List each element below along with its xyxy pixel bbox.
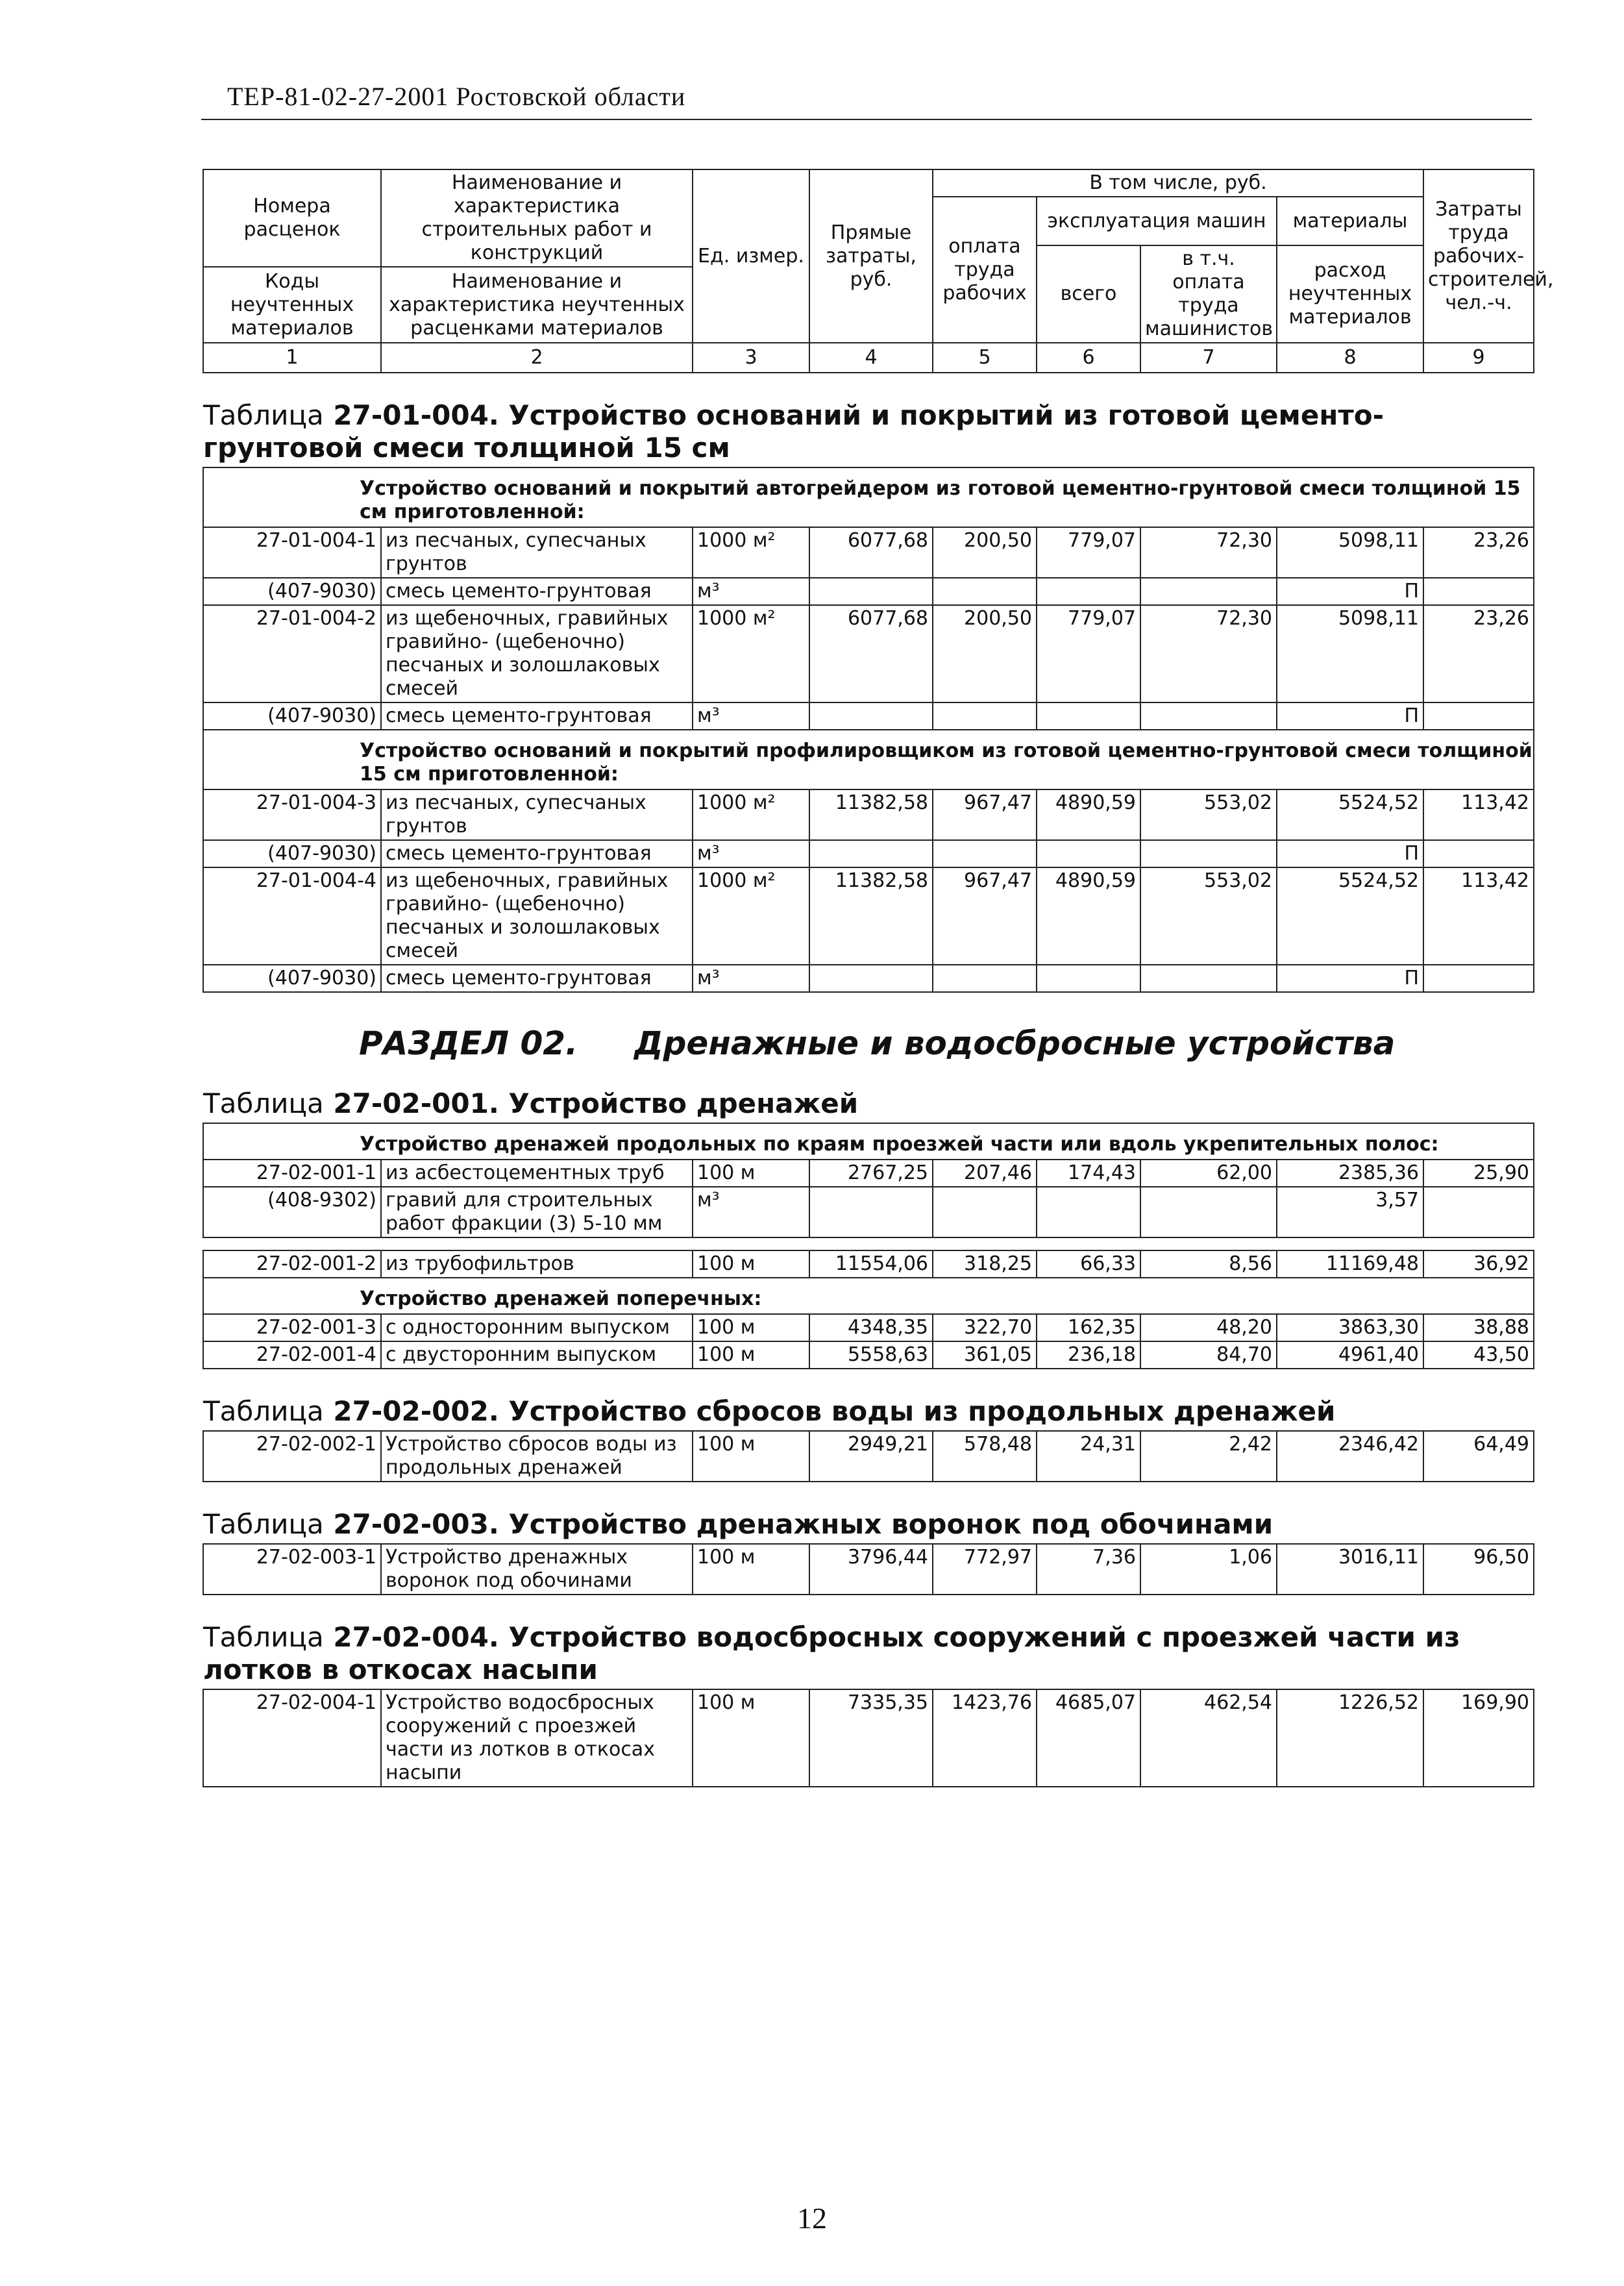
machinist-cost: 48,20 (1140, 1314, 1277, 1341)
labor-hours: 23,26 (1423, 527, 1534, 578)
machine-cost: 4890,59 (1037, 789, 1140, 840)
direct-cost: 11382,58 (809, 867, 933, 965)
direct-cost: 4348,35 (809, 1314, 933, 1341)
table-row (203, 1341, 1534, 1369)
col1-bottom-header: Коды неучтенных материалов (203, 267, 381, 343)
machinist-cost: 72,30 (1140, 605, 1277, 702)
work-name: из песчаных, супесчаных грунтов (381, 789, 693, 840)
work-name: Устройство водосбросных сооружений с проезжей части из лотков в откосах насыпи (381, 1689, 693, 1787)
material-consumption: 3,57 (1277, 1187, 1423, 1237)
table-row (203, 867, 1534, 965)
machinist-cost: 2,42 (1140, 1431, 1277, 1482)
material-cost: 3016,11 (1277, 1544, 1423, 1595)
labor-hours: 96,50 (1423, 1544, 1534, 1595)
direct-cost: 7335,35 (809, 1689, 933, 1787)
subheading-row (203, 1278, 1534, 1314)
table-row (203, 789, 1534, 840)
work-name: из трубофильтров (381, 1250, 693, 1278)
work-name: из песчаных, супесчаных грунтов (381, 527, 693, 578)
table-title: 27-02-003. Устройство дренажных воронок под обочинами (333, 1508, 1273, 1540)
subheading: Устройство дренажей поперечных: (203, 1278, 1534, 1314)
machine-cost: 779,07 (1037, 605, 1140, 702)
col6-header: всего (1037, 245, 1140, 343)
machinist-cost: 72,30 (1140, 527, 1277, 578)
col7-header: в т.ч. оплата труда машинистов (1140, 245, 1277, 343)
unit: 100 м (693, 1250, 809, 1278)
table-heading-row (203, 1087, 1534, 1123)
col5-header: оплата труда рабочих (933, 197, 1037, 343)
spacer-row (203, 1237, 1534, 1250)
labor-hours: 36,92 (1423, 1250, 1534, 1278)
section-title: Дренажные и водосбросные устройства (634, 1025, 1396, 1062)
labor-cost: 200,50 (933, 527, 1037, 578)
col2-top-header: Наименование и характеристика строительных работ и конструкций (381, 169, 693, 267)
table-row (203, 1160, 1534, 1187)
labor-hours: 169,90 (1423, 1689, 1534, 1787)
work-name: Устройство сбросов воды из продольных дренажей (381, 1431, 693, 1482)
material-row (203, 965, 1534, 992)
document-header-title: ТЕР-81-02-27-2001 Ростовской области (227, 82, 686, 111)
material-cost: 2385,36 (1277, 1160, 1423, 1187)
col8-header: расход неучтенных материалов (1277, 245, 1423, 343)
machinist-cost: 553,02 (1140, 789, 1277, 840)
subheading-row (203, 730, 1534, 789)
rate-code: 27-02-001-2 (203, 1250, 381, 1278)
rate-code: 27-02-001-1 (203, 1160, 381, 1187)
material-cost: 5524,52 (1277, 867, 1423, 965)
labor-cost: 207,46 (933, 1160, 1037, 1187)
rate-code: 27-02-001-3 (203, 1314, 381, 1341)
labor-hours: 64,49 (1423, 1431, 1534, 1482)
unit: 100 м (693, 1689, 809, 1787)
colnum-9: 9 (1423, 343, 1534, 373)
colnum-7: 7 (1140, 343, 1277, 373)
table-title: 27-02-001. Устройство дренажей (333, 1087, 859, 1119)
unit: 1000 м² (693, 789, 809, 840)
material-cost: 5524,52 (1277, 789, 1423, 840)
unit: 100 м (693, 1160, 809, 1187)
group-header: В том числе, руб. (933, 169, 1423, 197)
machinist-cost: 8,56 (1140, 1250, 1277, 1278)
direct-cost: 2767,25 (809, 1160, 933, 1187)
header-row-1 (203, 169, 1534, 197)
unit: 1000 м² (693, 867, 809, 965)
direct-cost: 5558,63 (809, 1341, 933, 1369)
machine-cost: 174,43 (1037, 1160, 1140, 1187)
direct-cost: 2949,21 (809, 1431, 933, 1482)
price-table (203, 169, 1554, 1787)
machine-cost: 162,35 (1037, 1314, 1140, 1341)
direct-cost: 11382,58 (809, 789, 933, 840)
machinist-cost: 553,02 (1140, 867, 1277, 965)
labor-hours: 25,90 (1423, 1160, 1534, 1187)
table-title: 27-01-004. Устройство оснований и покрытий из готовой цементо-грунтовой смеси толщиной 15 см (203, 399, 1384, 464)
table-row (203, 1431, 1534, 1482)
rate-code: 27-01-004-4 (203, 867, 381, 965)
colnum-3: 3 (693, 343, 809, 373)
machine-cost: 66,33 (1037, 1250, 1140, 1278)
rate-code: 27-02-001-4 (203, 1341, 381, 1369)
colnum-5: 5 (933, 343, 1037, 373)
rate-code: 27-01-004-1 (203, 527, 381, 578)
labor-hours: 113,42 (1423, 867, 1534, 965)
material-cost: 11169,48 (1277, 1250, 1423, 1278)
material-row (203, 578, 1534, 605)
direct-cost: 3796,44 (809, 1544, 933, 1595)
colnum-1: 1 (203, 343, 381, 373)
material-code: (407-9030) (203, 578, 381, 605)
work-name: из щебеночных, гравийных гравийно- (щебеночно) песчаных и золошлаковых смесей (381, 605, 693, 702)
table-row (203, 1544, 1534, 1595)
material-consumption: П (1277, 702, 1423, 730)
table-row (203, 605, 1534, 702)
labor-cost: 1423,76 (933, 1689, 1037, 1787)
labor-cost: 772,97 (933, 1544, 1037, 1595)
material-cost: 2346,42 (1277, 1431, 1423, 1482)
machine-cost: 4890,59 (1037, 867, 1140, 965)
materials-group-header: материалы (1277, 197, 1423, 245)
labor-hours: 23,26 (1423, 605, 1534, 702)
labor-cost: 967,47 (933, 867, 1037, 965)
work-name: с односторонним выпуском (381, 1314, 693, 1341)
work-name: из асбестоцементных труб (381, 1160, 693, 1187)
subheading-row (203, 467, 1534, 527)
unit: 1000 м² (693, 527, 809, 578)
table-row (203, 527, 1534, 578)
rate-code: 27-02-004-1 (203, 1689, 381, 1787)
machinist-cost: 84,70 (1140, 1341, 1277, 1369)
rate-code: 27-01-004-3 (203, 789, 381, 840)
material-row (203, 1187, 1534, 1237)
table-row (203, 1250, 1534, 1278)
section-heading-row (203, 992, 1534, 1087)
material-code: (407-9030) (203, 965, 381, 992)
labor-hours: 113,42 (1423, 789, 1534, 840)
machine-cost: 236,18 (1037, 1341, 1140, 1369)
table-row (203, 1689, 1534, 1787)
material-unit: м³ (693, 702, 809, 730)
direct-cost: 6077,68 (809, 527, 933, 578)
material-consumption: П (1277, 965, 1423, 992)
colnum-8: 8 (1277, 343, 1423, 373)
labor-cost: 361,05 (933, 1341, 1037, 1369)
material-unit: м³ (693, 1187, 809, 1237)
labor-hours: 43,50 (1423, 1341, 1534, 1369)
labor-cost: 322,70 (933, 1314, 1037, 1341)
table-label: Таблица (203, 1621, 324, 1653)
colnum-6: 6 (1037, 343, 1140, 373)
col4-header: Прямые затраты, руб. (809, 169, 933, 343)
material-row (203, 840, 1534, 867)
unit: 100 м (693, 1544, 809, 1595)
col1-top-header: Номера расценок (203, 169, 381, 267)
colnum-2: 2 (381, 343, 693, 373)
direct-cost: 11554,06 (809, 1250, 933, 1278)
price-table-container (203, 169, 1554, 1787)
work-name: из щебеночных, гравийных гравийно- (щебеночно) песчаных и золошлаковых смесей (381, 867, 693, 965)
rate-code: 27-01-004-2 (203, 605, 381, 702)
page-number: 12 (797, 2202, 827, 2235)
subheading: Устройство оснований и покрытий профилировщиком из готовой цементно-грунтовой смеси толщиной 15 см приготовленной: (203, 730, 1534, 789)
table-title: 27-02-004. Устройство водосбросных сооружений с проезжей части из лотков в откосах насыпи (203, 1621, 1460, 1685)
labor-cost: 578,48 (933, 1431, 1037, 1482)
material-code: (407-9030) (203, 840, 381, 867)
table-heading-row (203, 1595, 1534, 1689)
machinist-cost: 1,06 (1140, 1544, 1277, 1595)
table-label: Таблица (203, 399, 324, 431)
header-divider (201, 119, 1532, 120)
material-unit: м³ (693, 578, 809, 605)
section-number: РАЗДЕЛ 02. (359, 1025, 578, 1062)
table-title: 27-02-002. Устройство сбросов воды из продольных дренажей (333, 1395, 1336, 1427)
col9-header: Затраты труда рабочих-строителей, чел.-ч. (1423, 169, 1534, 343)
material-cost: 5098,11 (1277, 527, 1423, 578)
labor-cost: 200,50 (933, 605, 1037, 702)
unit: 100 м (693, 1314, 809, 1341)
material-consumption: П (1277, 840, 1423, 867)
material-cost: 1226,52 (1277, 1689, 1423, 1787)
subheading: Устройство дренажей продольных по краям проезжей части или вдоль укрепительных полос: (203, 1123, 1534, 1160)
subheading-row (203, 1123, 1534, 1160)
table-heading-row (203, 373, 1534, 467)
machinist-cost: 62,00 (1140, 1160, 1277, 1187)
machine-cost: 779,07 (1037, 527, 1140, 578)
table-row (203, 1314, 1534, 1341)
work-name: Устройство дренажных воронок под обочинами (381, 1544, 693, 1595)
material-unit: м³ (693, 840, 809, 867)
table-label: Таблица (203, 1508, 324, 1540)
rate-code: 27-02-003-1 (203, 1544, 381, 1595)
machinist-cost: 462,54 (1140, 1689, 1277, 1787)
unit: 1000 м² (693, 605, 809, 702)
material-consumption: П (1277, 578, 1423, 605)
material-code: (407-9030) (203, 702, 381, 730)
col2-bottom-header: Наименование и характеристика неучтенных расценками материалов (381, 267, 693, 343)
table-label: Таблица (203, 1087, 324, 1119)
unit: 100 м (693, 1431, 809, 1482)
machine-cost: 4685,07 (1037, 1689, 1140, 1787)
material-name: смесь цементо-грунтовая (381, 840, 693, 867)
material-cost: 3863,30 (1277, 1314, 1423, 1341)
rate-code: 27-02-002-1 (203, 1431, 381, 1482)
colnum-4: 4 (809, 343, 933, 373)
material-name: смесь цементо-грунтовая (381, 702, 693, 730)
direct-cost: 6077,68 (809, 605, 933, 702)
table-heading-row (203, 1369, 1534, 1431)
material-name: смесь цементо-грунтовая (381, 965, 693, 992)
machine-cost: 7,36 (1037, 1544, 1140, 1595)
material-row (203, 702, 1534, 730)
subheading: Устройство оснований и покрытий автогрейдером из готовой цементно-грунтовой смеси толщиной 15 см приготовленной: (203, 467, 1534, 527)
labor-hours: 38,88 (1423, 1314, 1534, 1341)
work-name: с двусторонним выпуском (381, 1341, 693, 1369)
material-unit: м³ (693, 965, 809, 992)
table-heading-row (203, 1482, 1534, 1544)
labor-cost: 318,25 (933, 1250, 1037, 1278)
material-code: (408-9302) (203, 1187, 381, 1237)
material-cost: 4961,40 (1277, 1341, 1423, 1369)
table-label: Таблица (203, 1395, 324, 1427)
column-number-row (203, 343, 1534, 373)
labor-cost: 967,47 (933, 789, 1037, 840)
machine-cost: 24,31 (1037, 1431, 1140, 1482)
unit: 100 м (693, 1341, 809, 1369)
col3-header: Ед. измер. (693, 169, 809, 343)
material-name: гравий для строительных работ фракции (3) 5-10 мм (381, 1187, 693, 1237)
machine-group-header: эксплуатация машин (1037, 197, 1277, 245)
material-name: смесь цементо-грунтовая (381, 578, 693, 605)
material-cost: 5098,11 (1277, 605, 1423, 702)
